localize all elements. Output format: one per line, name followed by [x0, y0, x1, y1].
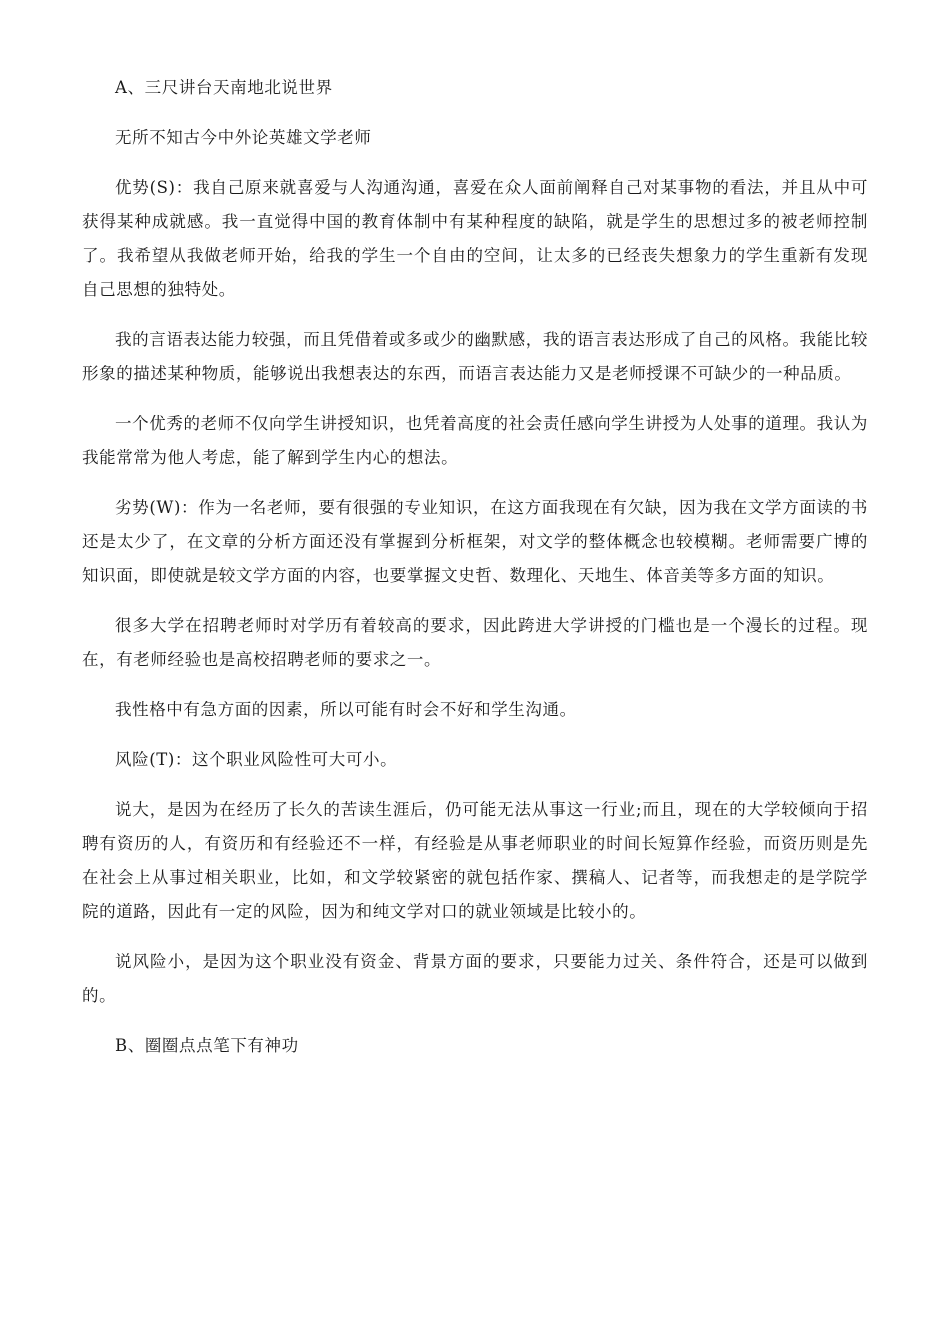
paragraph-personality: 我性格中有急方面的因素，所以可能有时会不好和学生沟通。 — [115, 700, 577, 719]
subheading-literature-teacher: 无所不知古今中外论英雄文学老师 — [115, 128, 372, 147]
paragraph-risk-large: 说大，是因为在经历了长久的苦读生涯后，仍可能无法从事这一行业;而且，现在的大学较倾向于招聘有资历的人，有资历和有经验还不一样，有经验是从事老师职业的时间长短算作经验，而资历则是先在社会上从事过相关职业，比如，和文学较紧密的就包括作家、撰稿人、记者等，而我想走的是学院学院的道路，因此有一定的风险，因为和纯文学对口的就业领域是比较小的。 — [82, 800, 868, 921]
paragraph-weaknesses: 劣势(W)：作为一名老师，要有很强的专业知识，在这方面我现在有欠缺，因为我在文学方面读的书还是太少了，在文章的分析方面还没有掌握到分析框架，对文学的整体概念也较模糊。老师需要广博的知识面，即使就是较文学方面的内容，也要掌握文史哲、数理化、天地生、体音美等多方面的知识。 — [82, 498, 868, 585]
document-page — [82, 71, 868, 1079]
paragraph-recruitment: 很多大学在招聘老师时对学历有着较高的要求，因此跨进大学讲授的门槛也是一个漫长的过程。现在，有老师经验也是高校招聘老师的要求之一。 — [82, 616, 868, 669]
paragraph-risk-title: 风险(T)：这个职业风险性可大可小。 — [115, 750, 398, 769]
paragraph-expression: 我的言语表达能力较强，而且凭借着或多或少的幽默感，我的语言表达形成了自己的风格。我能比较形象的描述某种物质，能够说出我想表达的东西，而语言表达能力又是老师授课不可缺少的一种品质。 — [82, 330, 868, 383]
paragraph-excellent-teacher: 一个优秀的老师不仅向学生讲授知识，也凭着高度的社会责任感向学生讲授为人处事的道理。我认为我能常常为他人考虑，能了解到学生内心的想法。 — [82, 414, 868, 467]
heading-a: A、三尺讲台天南地北说世界 — [115, 78, 333, 97]
heading-b: B、圈圈点点笔下有神功 — [115, 1036, 299, 1055]
paragraph-strengths: 优势(S)：我自己原来就喜爱与人沟通沟通，喜爱在众人面前阐释自己对某事物的看法，并且从中可获得某种成就感。我一直觉得中国的教育体制中有某种程度的缺陷，就是学生的思想过多的被老师控制了。我希望从我做老师开始，给我的学生一个自由的空间，让太多的已经丧失想象力的学生重新有发现自己思想的独特处。 — [82, 178, 868, 299]
paragraph-risk-small: 说风险小，是因为这个职业没有资金、背景方面的要求，只要能力过关、条件符合，还是可以做到的。 — [82, 952, 868, 1005]
